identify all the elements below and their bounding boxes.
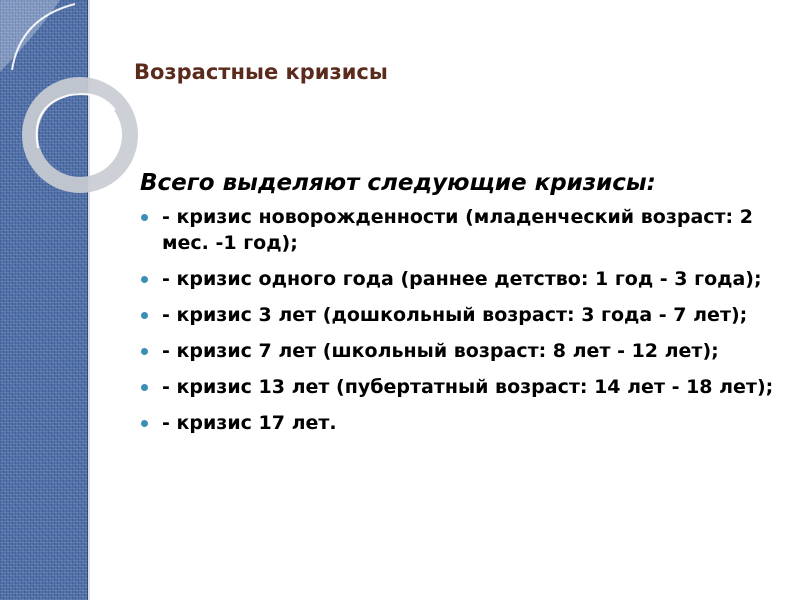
list-item (140, 266, 780, 292)
bullet-dot-icon (141, 420, 148, 427)
intro-text: Всего выделяют следующие кризисы: (140, 170, 656, 196)
list-item-text: - кризис 7 лет (школьный возраст: 8 лет - 12 лет); (162, 340, 719, 362)
list-item-text: - кризис 17 лет. (162, 412, 337, 434)
crisis-list (140, 204, 780, 436)
list-item (140, 204, 780, 256)
bullet-dot-icon (141, 214, 148, 221)
list-item-text: - кризис 13 лет (пубертатный возраст: 14 лет - 18 лет); (162, 376, 774, 398)
list-item (140, 338, 780, 364)
bullet-dot-icon (141, 384, 148, 391)
slide-content (140, 170, 780, 446)
list-item (140, 374, 780, 400)
slide-title: Возрастные кризисы (134, 60, 388, 84)
list-item (140, 302, 780, 328)
list-item-text: - кризис одного года (раннее детство: 1 год - 3 года); (162, 268, 762, 290)
list-item-text: - кризис 3 лет (дошкольный возраст: 3 года - 7 лет); (162, 304, 748, 326)
bullet-dot-icon (141, 348, 148, 355)
list-item-text: - кризис новорожденности (младенческий возраст: 2 мес. -1 год); (162, 206, 753, 254)
bullet-dot-icon (141, 276, 148, 283)
bullet-dot-icon (141, 312, 148, 319)
list-item (140, 410, 780, 436)
